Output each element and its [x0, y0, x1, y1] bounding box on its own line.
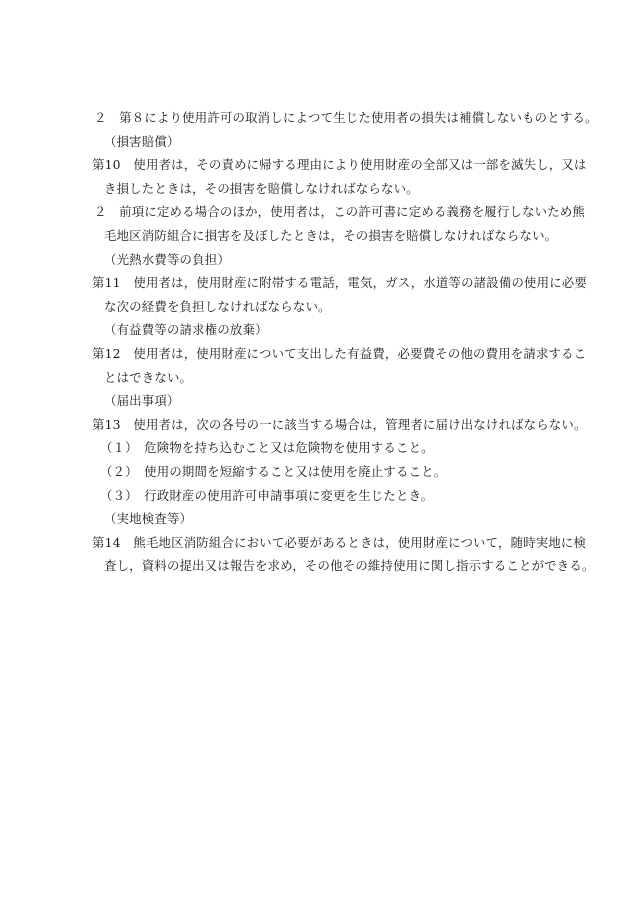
article-heading: （実地検査等） [104, 511, 193, 527]
list-item: （１） 危険物を持ち込むこと又は危険物を使用すること。 [100, 440, 434, 456]
continuation-line: き損したときは，その損害を賠償しなければならない。 [104, 180, 419, 196]
list-item: （３） 行政財産の使用許可申請事項に変更を生じたとき。 [100, 487, 434, 503]
article-heading: （届出事項） [104, 393, 180, 409]
continuation-line: 査し，資料の提出又は報告を求め，その他その維持使用に関し指示することができる。 [104, 558, 595, 574]
subparagraph-line: ２ 前項に定める場合のほか，使用者は，この許可書に定める義務を履行しないため熊 [94, 204, 586, 220]
article-line: 第10 使用者は，その責めに帰する理由により使用財産の全部又は一部を滅失し，又は [92, 157, 587, 173]
article-heading: （光熱水費等の負担） [104, 251, 230, 267]
list-item: （２） 使用の期間を短縮すること又は使用を廃止すること。 [100, 464, 447, 479]
article-heading: （損害賠償） [104, 133, 180, 149]
article-line: 第13 使用者は，次の各号の一に該当する場合は，管理者に届け出なければならない。 [92, 416, 587, 432]
continuation-line: とはできない。 [104, 369, 193, 385]
continuation-line: な次の経費を負担しなければならない。 [104, 298, 331, 314]
article-heading: （有益費等の請求権の放棄） [104, 322, 268, 338]
article-line: 第12 使用者は，使用財産について支出した有益費，必要費その他の費用を請求するこ [92, 346, 587, 361]
article-line: 第11 使用者は，使用財産に附帯する電話，電気，ガス，水道等の諸設備の使用に必要 [92, 275, 587, 291]
continuation-line: 毛地区消防組合に損害を及ぼしたときは，その損害を賠償しなければならない。 [104, 228, 558, 243]
article-line: 第14 熊毛地区消防組合において必要があるときは，使用財産について，随時実地に検 [92, 534, 587, 550]
subparagraph-line: ２ 第８により使用許可の取消しによつて生じた使用者の損失は補償しないものとする。 [94, 110, 598, 125]
